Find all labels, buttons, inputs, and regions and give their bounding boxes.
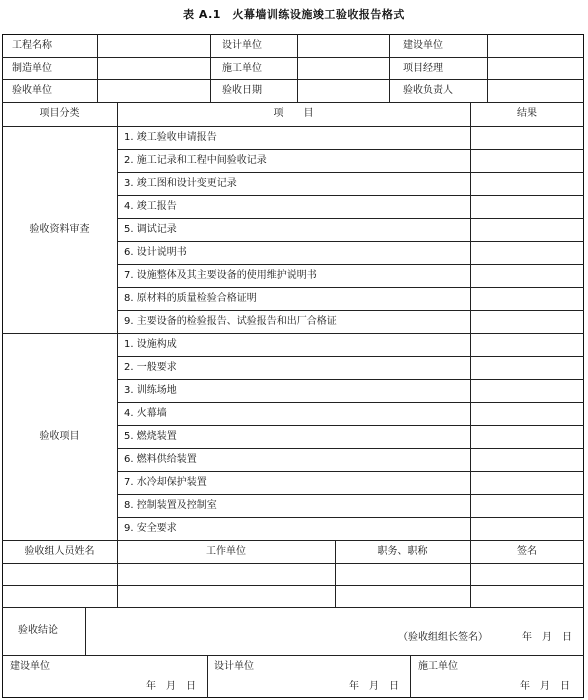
- report-table: [2, 34, 584, 698]
- rule: [2, 102, 584, 103]
- rule: [2, 563, 584, 564]
- conclusion-label: 验收结论: [18, 625, 58, 636]
- label-acceptance-lead: 验收负责人: [403, 85, 453, 96]
- member-signature-header: 签名: [517, 546, 537, 557]
- rule: [2, 607, 584, 608]
- list-item: 3. 竣工图和设计变更记录: [124, 178, 237, 189]
- rule: [117, 241, 584, 242]
- footer-contractor-date: 年 月 日: [520, 681, 570, 692]
- rule: [2, 540, 584, 541]
- list-item: 4. 火幕墙: [124, 408, 167, 419]
- list-item: 2. 一般要求: [124, 362, 177, 373]
- rule: [117, 356, 584, 357]
- rule: [210, 34, 211, 102]
- rule: [2, 655, 584, 656]
- rule: [389, 34, 390, 102]
- label-acceptance-date: 验收日期: [222, 85, 262, 96]
- rule: [117, 149, 584, 150]
- list-item: 9. 主要设备的检验报告、试验报告和出厂合格证: [124, 316, 337, 327]
- member-title-header: 职务、职称: [377, 546, 428, 557]
- rule: [117, 218, 584, 219]
- rule: [2, 57, 584, 58]
- rule: [2, 585, 584, 586]
- rule: [85, 607, 86, 655]
- rule: [117, 517, 584, 518]
- list-item: 2. 施工记录和工程中间验收记录: [124, 155, 267, 166]
- rule: [207, 655, 208, 698]
- conclusion-signature: （验收组组长签名）: [398, 632, 488, 643]
- list-item: 6. 设计说明书: [124, 247, 187, 258]
- group-name: 验收项目: [39, 431, 80, 442]
- column-result: 结果: [517, 108, 537, 119]
- column-category: 项目分类: [39, 108, 80, 119]
- label-project-name: 工程名称: [12, 40, 52, 51]
- footer-owner-label: 建设单位: [10, 661, 50, 672]
- footer-contractor-label: 施工单位: [418, 661, 458, 672]
- rule: [117, 264, 584, 265]
- list-item: 7. 水冷却保护装置: [124, 477, 207, 488]
- list-item: 8. 控制装置及控制室: [124, 500, 217, 511]
- footer-owner-date: 年 月 日: [146, 681, 196, 692]
- rule: [117, 379, 584, 380]
- rule: [410, 655, 411, 698]
- list-item: 3. 训练场地: [124, 385, 177, 396]
- list-item: 6. 燃料供给装置: [124, 454, 197, 465]
- rule: [2, 126, 584, 127]
- list-item: 4. 竣工报告: [124, 201, 177, 212]
- rule: [117, 195, 584, 196]
- rule: [117, 310, 584, 311]
- footer-design-label: 设计单位: [214, 661, 254, 672]
- rule: [117, 102, 118, 540]
- report-title: 表 A.1 火幕墙训练设施竣工验收报告格式: [183, 8, 405, 21]
- label-project-manager: 项目经理: [403, 63, 443, 74]
- rule: [2, 333, 584, 334]
- label-manufacturer: 制造单位: [12, 63, 52, 74]
- list-item: 9. 安全要求: [124, 523, 177, 534]
- rule: [487, 34, 488, 102]
- rule: [117, 172, 584, 173]
- group-name: 验收资料审查: [29, 224, 90, 235]
- member-name-header: 验收组人员姓名: [24, 546, 95, 557]
- list-item: 1. 设施构成: [124, 339, 177, 350]
- label-contractor: 施工单位: [222, 63, 262, 74]
- column-item: 项 目: [273, 108, 314, 119]
- rule: [117, 494, 584, 495]
- rule: [117, 425, 584, 426]
- rule: [297, 34, 298, 102]
- list-item: 7. 设施整体及其主要设备的使用维护说明书: [124, 270, 317, 281]
- list-item: 5. 燃烧装置: [124, 431, 177, 442]
- rule: [470, 102, 471, 540]
- rule: [117, 287, 584, 288]
- label-design-unit: 设计单位: [222, 40, 262, 51]
- list-item: 5. 调试记录: [124, 224, 177, 235]
- conclusion-date: 年 月 日: [522, 632, 572, 643]
- list-item: 8. 原材料的质量检验合格证明: [124, 293, 257, 304]
- footer-design-date: 年 月 日: [349, 681, 399, 692]
- rule: [117, 448, 584, 449]
- member-unit-header: 工作单位: [206, 546, 246, 557]
- label-acceptance-unit: 验收单位: [12, 85, 52, 96]
- rule: [2, 79, 584, 80]
- rule: [117, 471, 584, 472]
- list-item: 1. 竣工验收申请报告: [124, 132, 217, 143]
- rule: [117, 402, 584, 403]
- label-construction-owner: 建设单位: [403, 40, 443, 51]
- rule: [97, 34, 98, 102]
